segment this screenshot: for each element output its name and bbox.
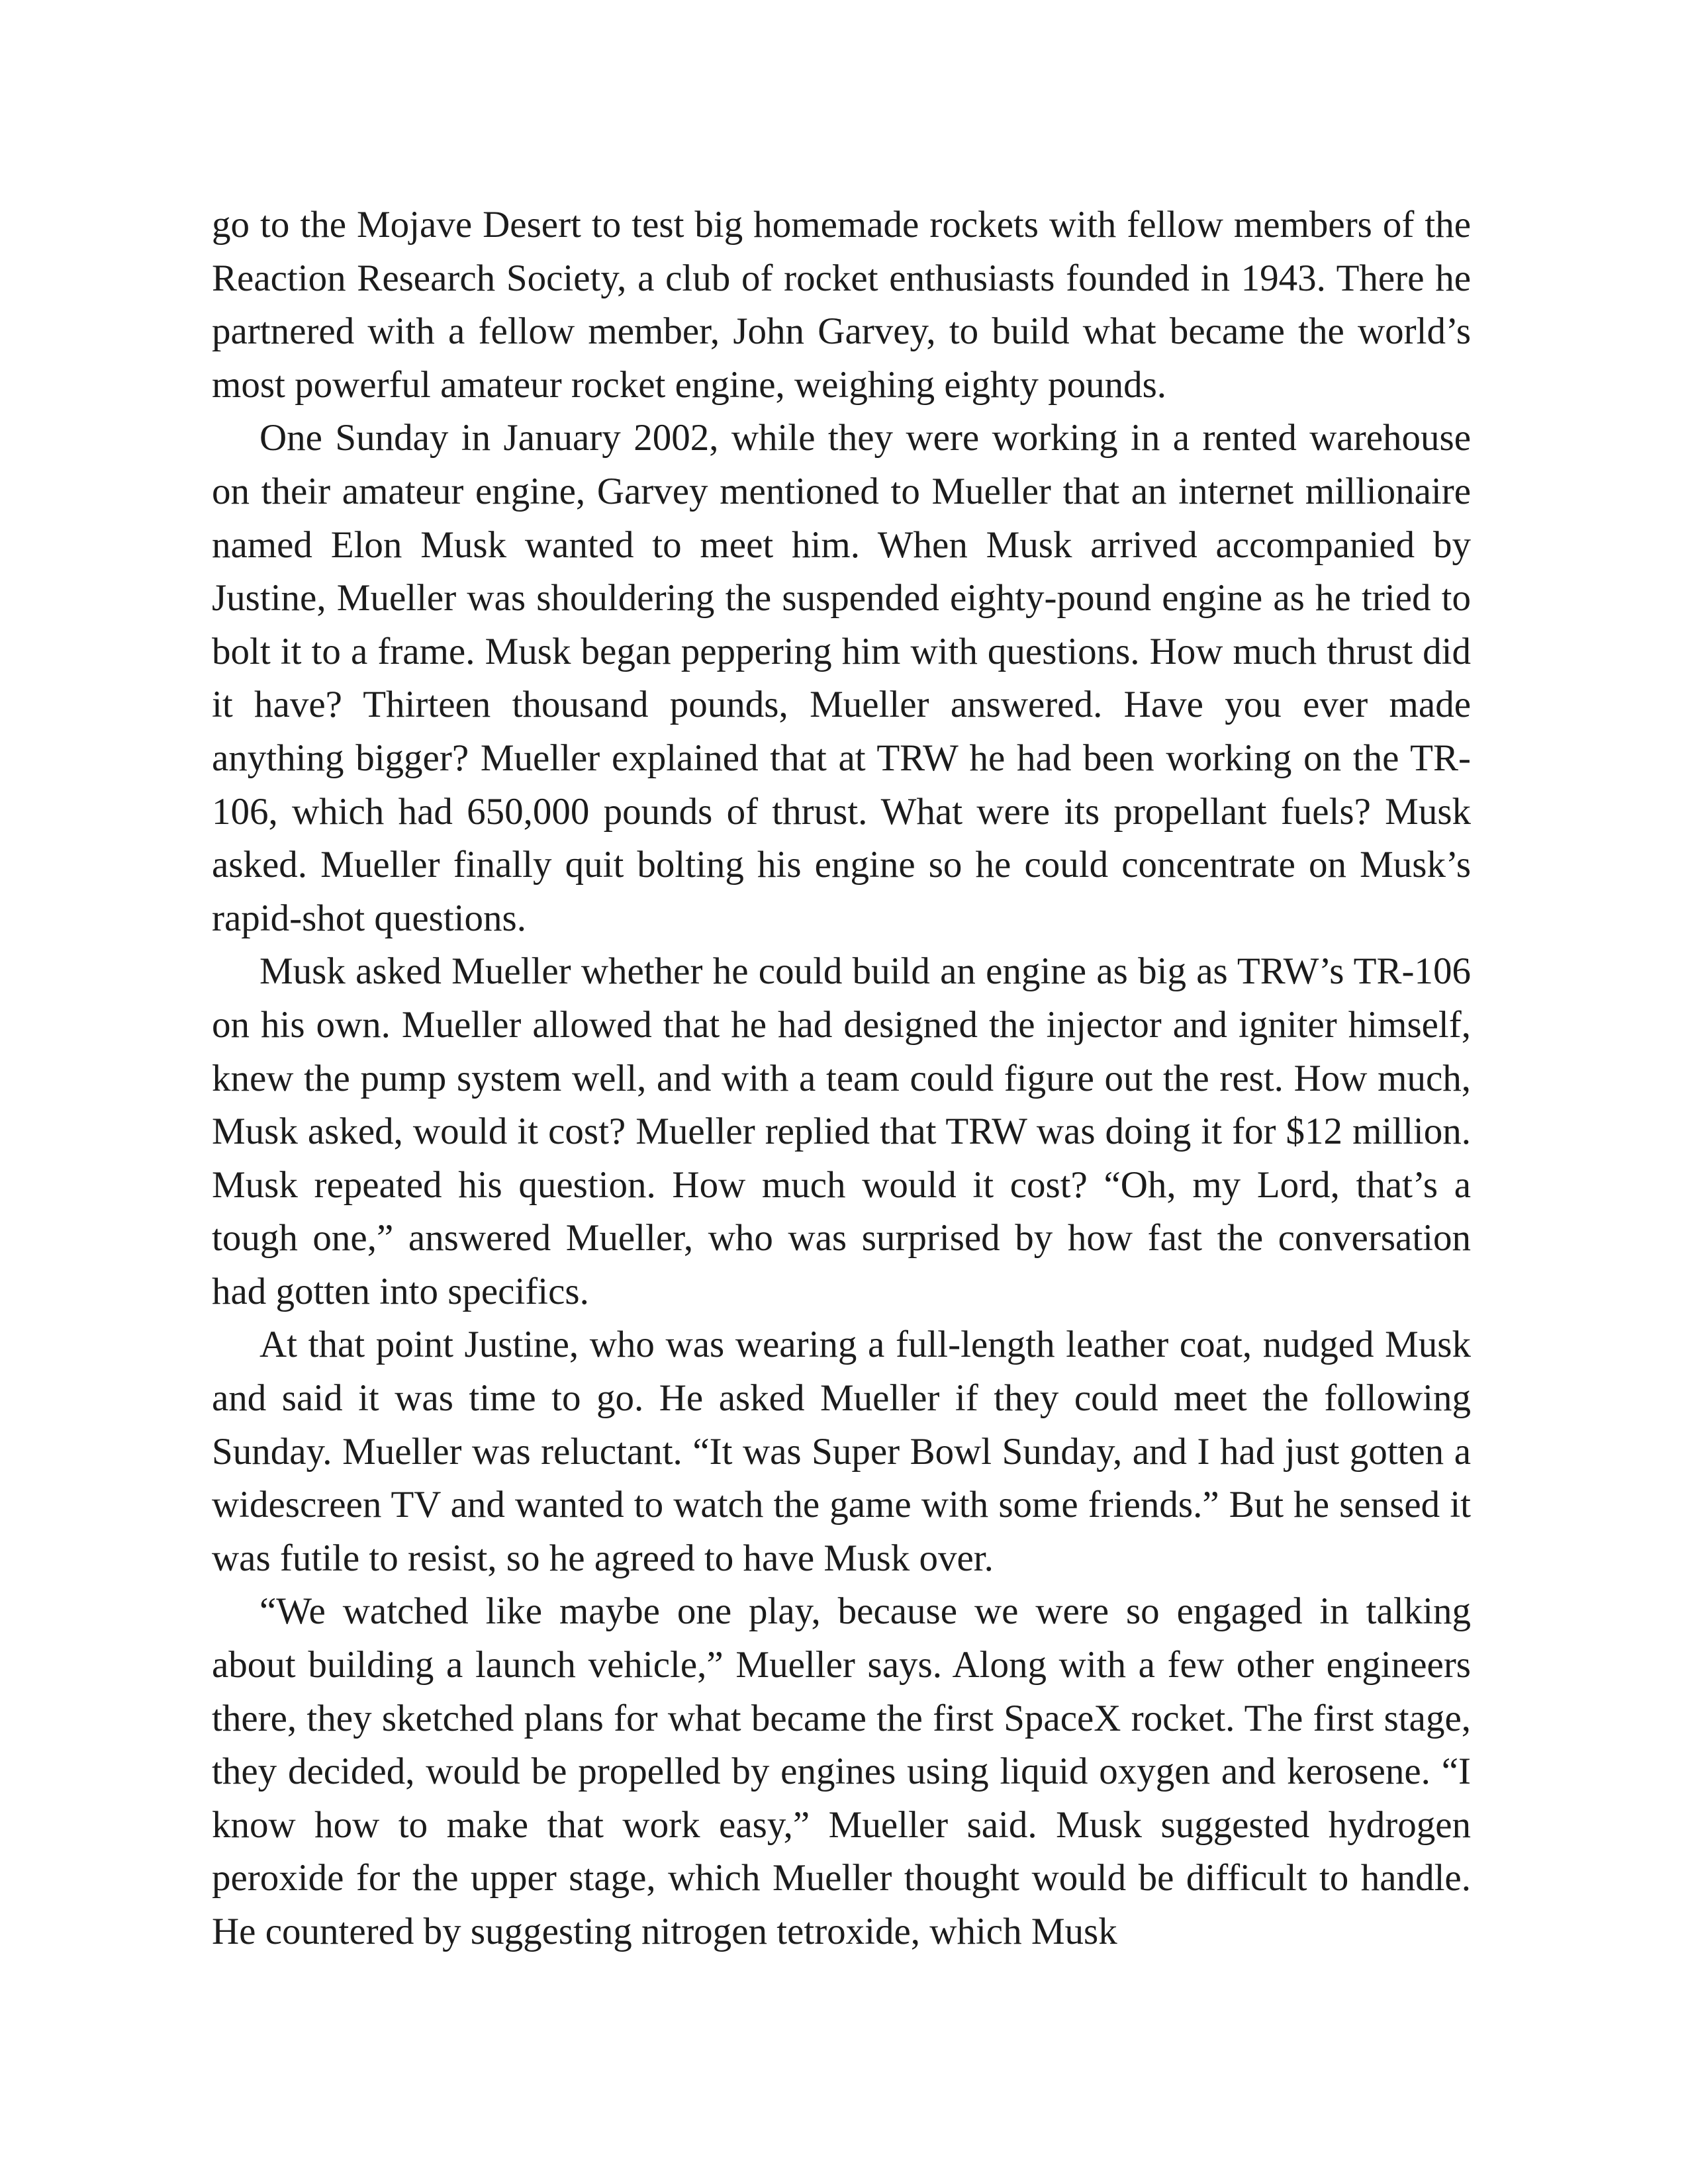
- paragraph-continuation: go to the Mojave Desert to test big homemade rockets with fellow members of the Reaction Research Society, a club of rocket enthusiasts founded in 1943. There he partnered with a fellow member, John Garvey, to build what became the world’s most powerful amateur rocket engine, weighing eighty pounds.: [212, 204, 1471, 406]
- paragraph-super-bowl: At that point Justine, who was wearing a full-length leather coat, nudged Musk and said it was time to go. He asked Mueller if they could meet the following Sunday. Mueller was reluctant. “It was Super Bowl Sunday, and I had just gotten a widescreen TV and wanted to watch the game with some friends.” But he sensed it was futile to resist, so he agreed to have Musk over.: [212, 1324, 1471, 1579]
- paragraph-engine-cost: Musk asked Mueller whether he could build an engine as big as TRW’s TR-106 on his own. Mueller allowed that he had designed the injector and igniter himself, knew the pump system well, and with a team could figure out the rest. How much, Musk asked, would it cost? Mueller replied that TRW was doing it for $12 million. Musk repeated his question. How much would it cost? “Oh, my Lord, that’s a tough one,” answered Mueller, who was surprised by how fast the conversation had gotten into specifics.: [212, 950, 1471, 1312]
- paragraph-warehouse-meeting: One Sunday in January 2002, while they were working in a rented warehouse on their amateur engine, Garvey mentioned to Mueller that an internet millionaire named Elon Musk wanted to meet him. When Musk arrived accompanied by Justine, Mueller was shouldering the suspended eighty-pound engine as he tried to bolt it to a frame. Musk began peppering him with questions. How much thrust did it have? Thirteen thousand pounds, Mueller answered. Have you ever made anything bigger? Mueller explained that at TRW he had been working on the TR-106, which had 650,000 pounds of thrust. What were its propellant fuels? Musk asked. Mueller finally quit bolting his engine so he could concentrate on Musk’s rapid-shot questions.: [212, 417, 1471, 939]
- paragraph-launch-vehicle: “We watched like maybe one play, because we were so engaged in talking about building a launch vehicle,” Mueller says. Along with a few other engineers there, they sketched plans for what became the first SpaceX rocket. The first stage, they decided, would be propelled by engines using liquid oxygen and kerosene. “I know how to make that work easy,” Mueller said. Musk suggested hydrogen peroxide for the upper stage, which Mueller thought would be difficult to handle. He countered by suggesting nitrogen tetroxide, which Musk: [212, 1590, 1471, 1952]
- book-page: [212, 199, 1471, 1959]
